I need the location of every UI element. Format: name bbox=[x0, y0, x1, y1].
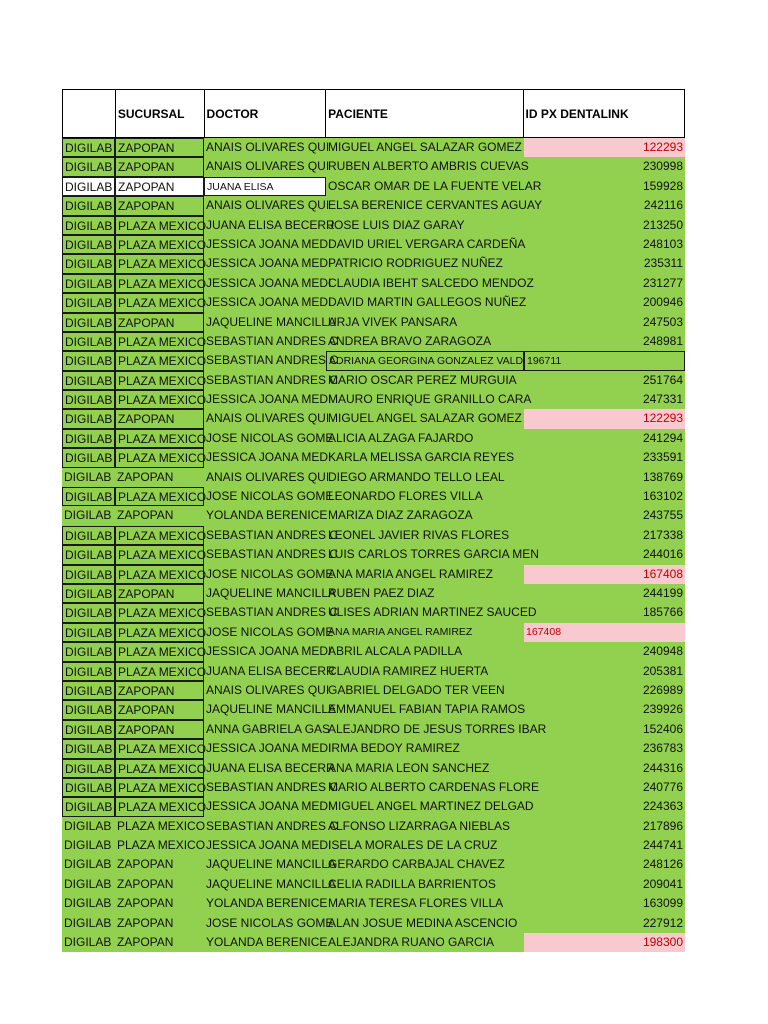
cell-id[interactable]: 248126 bbox=[642, 857, 683, 872]
cell-id[interactable]: 163102 bbox=[642, 489, 683, 504]
cell-doctor[interactable]: SEBASTIAN ANDRES C bbox=[206, 818, 339, 833]
cell-sucursal[interactable]: ZAPOPAN bbox=[115, 409, 204, 428]
table-row bbox=[62, 836, 685, 855]
cell-doctor[interactable]: ANAIS OLIVARES QUI bbox=[206, 159, 330, 174]
cell-paciente[interactable]: JOSE LUIS DIAZ GARAY bbox=[328, 217, 465, 232]
cell-paciente[interactable]: ANA MARIA ANGEL RAMIREZ bbox=[328, 625, 473, 638]
table-row bbox=[62, 506, 685, 525]
cell-paciente[interactable]: DAVID URIEL VERGARA CARDEÑA bbox=[328, 236, 526, 251]
cell-sucursal[interactable]: PLAZA MEXICO bbox=[115, 662, 204, 681]
cell-doctor[interactable]: JAQUELINE MANCILLA bbox=[206, 702, 337, 717]
table-row bbox=[62, 429, 685, 448]
cell-lab[interactable]: DIGILAB bbox=[62, 274, 115, 293]
cell-doctor[interactable]: JESSICA JOANA MEDI bbox=[206, 295, 332, 310]
cell-lab[interactable]: DIGILAB bbox=[64, 876, 112, 891]
cell-doctor[interactable]: JUANA ELISA BECERR bbox=[206, 663, 335, 678]
table-row bbox=[62, 603, 685, 622]
cell-lab[interactable]: DIGILAB bbox=[62, 371, 115, 390]
table-row bbox=[62, 739, 685, 758]
cell-lab[interactable]: DIGILAB bbox=[62, 429, 115, 448]
cell-sucursal[interactable]: PLAZA MEXICO bbox=[115, 293, 204, 312]
table-row bbox=[62, 332, 685, 351]
cell-sucursal[interactable]: PLAZA MEXICO bbox=[115, 216, 204, 235]
table-row bbox=[62, 293, 685, 312]
cell-doctor[interactable]: YOLANDA BERENICE bbox=[206, 896, 328, 911]
cell-lab[interactable]: DIGILAB bbox=[62, 778, 115, 797]
cell-paciente[interactable]: ELSA BERENICE CERVANTES AGUAY bbox=[328, 198, 543, 213]
cell-sucursal[interactable]: PLAZA MEXICO bbox=[115, 274, 204, 293]
cell-paciente[interactable]: GERARDO CARBAJAL CHAVEZ bbox=[328, 857, 505, 872]
cell-paciente[interactable]: ABRIL ALCALA PADILLA bbox=[328, 644, 463, 659]
cell-id[interactable]: 235311 bbox=[643, 256, 683, 271]
table-row bbox=[62, 875, 685, 894]
cell-id[interactable]: 163099 bbox=[642, 896, 683, 911]
cell-id[interactable]: 138769 bbox=[642, 469, 683, 484]
table-row bbox=[62, 390, 685, 409]
cell-doctor[interactable]: JOSE NICOLAS GOME bbox=[206, 624, 334, 639]
header-col-paciente[interactable]: PACIENTE bbox=[326, 90, 523, 137]
cell-doctor[interactable]: ANNA GABRIELA GAS bbox=[206, 721, 331, 736]
cell-doctor[interactable]: JAQUELINE MANCILLA bbox=[206, 876, 337, 891]
cell-doctor[interactable]: JESSICA JOANA MEDI bbox=[206, 799, 332, 814]
cell-lab[interactable]: DIGILAB bbox=[62, 603, 115, 622]
cell-sucursal[interactable]: ZAPOPAN bbox=[115, 681, 204, 700]
table-row bbox=[62, 235, 685, 254]
header-col-doctor[interactable]: DOCTOR bbox=[205, 90, 327, 137]
cell-id[interactable]: 244741 bbox=[642, 838, 683, 853]
cell-paciente[interactable]: MARIA TERESA FLORES VILLA bbox=[328, 896, 504, 911]
cell-doctor[interactable]: YOLANDA BERENICE bbox=[206, 508, 328, 523]
header-col-lab[interactable] bbox=[63, 90, 116, 137]
cell-doctor[interactable]: SEBASTIAN ANDRES C bbox=[206, 527, 339, 542]
table-row bbox=[62, 720, 685, 739]
cell-paciente[interactable]: PATRICIO RODRIGUEZ NUÑEZ bbox=[328, 256, 503, 271]
cell-paciente[interactable]: KARLA MELISSA GARCIA REYES bbox=[328, 450, 515, 465]
cell-sucursal[interactable]: ZAPOPAN bbox=[115, 196, 204, 215]
cell-lab[interactable]: DIGILAB bbox=[62, 157, 115, 176]
cell-lab[interactable]: DIGILAB bbox=[62, 235, 115, 254]
cell-doctor[interactable]: ANAIS OLIVARES QUI bbox=[206, 198, 330, 213]
cell-sucursal[interactable]: PLAZA MEXICO bbox=[115, 759, 204, 778]
table-row bbox=[62, 914, 685, 933]
cell-doctor[interactable]: ANAIS OLIVARES QUI bbox=[206, 140, 330, 154]
cell-sucursal[interactable]: ZAPOPAN bbox=[117, 896, 174, 911]
cell-sucursal[interactable]: PLAZA MEXICO bbox=[115, 371, 204, 390]
table-row bbox=[62, 351, 685, 370]
table-row bbox=[62, 855, 685, 874]
cell-sucursal[interactable]: PLAZA MEXICO bbox=[115, 448, 204, 467]
table-row bbox=[62, 274, 685, 293]
table-row bbox=[62, 933, 685, 952]
cell-paciente[interactable]: EMMANUEL FABIAN TAPIA RAMOS bbox=[328, 702, 526, 717]
cell-doctor[interactable]: JUANA ELISA bbox=[204, 177, 326, 196]
cell-doctor[interactable]: ANAIS OLIVARES QUI bbox=[206, 682, 330, 697]
cell-id[interactable]: 244016 bbox=[642, 547, 683, 562]
table-row bbox=[62, 196, 685, 215]
cell-paciente[interactable]: ALICIA ALZAGA FAJARDO bbox=[328, 430, 474, 445]
cell-sucursal[interactable]: ZAPOPAN bbox=[117, 508, 174, 523]
cell-id[interactable]: 152406 bbox=[642, 721, 683, 736]
cell-lab[interactable]: DIGILAB bbox=[62, 293, 115, 312]
cell-id[interactable]: 217338 bbox=[642, 527, 683, 542]
table-row bbox=[62, 177, 685, 196]
cell-lab[interactable]: DIGILAB bbox=[64, 818, 112, 833]
cell-paciente[interactable]: IRMA BEDOY RAMIREZ bbox=[328, 741, 460, 756]
cell-paciente[interactable]: MIGUEL ANGEL MARTINEZ DELGAD bbox=[328, 799, 534, 814]
cell-id[interactable]: 242116 bbox=[643, 198, 683, 213]
cell-paciente[interactable]: CLAUDIA IBEHT SALCEDO MENDOZ bbox=[328, 275, 534, 290]
cell-lab[interactable]: DIGILAB bbox=[62, 759, 115, 778]
cell-id[interactable]: 200946 bbox=[642, 295, 683, 310]
table-row bbox=[62, 681, 685, 700]
cell-lab[interactable]: DIGILAB bbox=[62, 196, 115, 215]
cell-paciente[interactable]: OSCAR OMAR DE LA FUENTE VELAR bbox=[328, 178, 542, 193]
cell-doctor[interactable]: JOSE NICOLAS GOME bbox=[206, 430, 334, 445]
cell-lab[interactable]: DIGILAB bbox=[62, 448, 115, 467]
cell-id[interactable]: 240948 bbox=[642, 644, 683, 659]
cell-doctor[interactable]: YOLANDA BERENICE bbox=[206, 935, 328, 950]
cell-paciente[interactable]: RUBEN ALBERTO AMBRIS CUEVAS bbox=[328, 159, 529, 174]
cell-id[interactable]: 227912 bbox=[642, 915, 683, 930]
cell-paciente[interactable]: ANDREA BRAVO ZARAGOZA bbox=[328, 333, 492, 348]
cell-doctor[interactable]: SEBASTIAN ANDRES C bbox=[206, 372, 339, 387]
cell-id[interactable]: 231277 bbox=[642, 275, 683, 290]
cell-paciente[interactable]: CELIA RADILLA BARRIENTOS bbox=[328, 876, 496, 891]
table-row bbox=[62, 817, 685, 836]
cell-doctor[interactable]: JAQUELINE MANCILLA bbox=[206, 314, 337, 329]
cell-id[interactable]: 236783 bbox=[642, 741, 683, 756]
cell-lab[interactable]: DIGILAB bbox=[62, 662, 115, 681]
cell-id[interactable]: 233591 bbox=[642, 450, 683, 465]
cell-id[interactable]: 167408 bbox=[524, 565, 685, 584]
cell-lab[interactable]: DIGILAB bbox=[62, 700, 115, 719]
cell-lab[interactable]: DIGILAB bbox=[62, 720, 115, 739]
cell-sucursal[interactable]: ZAPOPAN bbox=[117, 469, 174, 484]
table-row bbox=[62, 894, 685, 913]
cell-doctor[interactable]: SEBASTIAN ANDRES C bbox=[206, 779, 339, 794]
cell-sucursal[interactable]: PLAZA MEXICO bbox=[115, 545, 204, 564]
cell-doctor[interactable]: SEBASTIAN ANDRES C bbox=[206, 547, 339, 562]
cell-doctor[interactable]: JOSE NICOLAS GOME bbox=[206, 915, 334, 930]
cell-lab[interactable]: DIGILAB bbox=[64, 896, 112, 911]
cell-lab[interactable]: DIGILAB bbox=[62, 739, 115, 758]
cell-lab[interactable]: DIGILAB bbox=[62, 545, 115, 564]
cell-id[interactable]: 239926 bbox=[642, 702, 683, 717]
cell-sucursal[interactable]: PLAZA MEXICO bbox=[115, 623, 204, 642]
cell-id[interactable]: 247331 bbox=[642, 392, 683, 407]
cell-sucursal[interactable]: ZAPOPAN bbox=[117, 857, 174, 872]
table-body bbox=[62, 138, 685, 952]
cell-paciente[interactable]: ANA MARIA LEON SANCHEZ bbox=[328, 760, 490, 775]
cell-lab[interactable]: DIGILAB bbox=[62, 681, 115, 700]
cell-id[interactable]: 230998 bbox=[642, 159, 683, 174]
cell-doctor[interactable]: JESSICA JOANA MEDI bbox=[206, 644, 332, 659]
cell-paciente[interactable]: MIGUEL ANGEL SALAZAR GOMEZ bbox=[328, 140, 522, 154]
table-row bbox=[62, 584, 685, 603]
cell-sucursal[interactable]: PLAZA MEXICO bbox=[117, 838, 206, 853]
cell-paciente[interactable]: MIGUEL ANGEL SALAZAR GOMEZ bbox=[328, 411, 522, 426]
cell-lab[interactable]: DIGILAB bbox=[64, 915, 112, 930]
table-row bbox=[62, 662, 685, 681]
cell-id[interactable]: 196711 bbox=[524, 351, 685, 370]
cell-doctor[interactable]: JESSICA JOANA MEDI bbox=[206, 392, 332, 407]
cell-id[interactable]: 244199 bbox=[642, 585, 683, 600]
cell-lab[interactable]: DIGILAB bbox=[64, 469, 112, 484]
cell-doctor[interactable]: JAQUELINE MANCILLA bbox=[206, 585, 337, 600]
cell-lab[interactable]: DIGILAB bbox=[64, 508, 112, 523]
table-row bbox=[62, 700, 685, 719]
cell-lab[interactable]: DIGILAB bbox=[62, 177, 115, 196]
cell-sucursal[interactable]: PLAZA MEXICO bbox=[115, 332, 204, 351]
header-col-sucursal[interactable]: SUCURSAL bbox=[116, 90, 205, 137]
cell-sucursal[interactable]: ZAPOPAN bbox=[115, 157, 204, 176]
cell-id[interactable]: 217896 bbox=[642, 818, 683, 833]
cell-sucursal[interactable]: PLAZA MEXICO bbox=[115, 565, 204, 584]
cell-paciente[interactable]: ALAN JOSUE MEDINA ASCENCIO bbox=[328, 915, 518, 930]
table-row bbox=[62, 759, 685, 778]
cell-sucursal[interactable]: PLAZA MEXICO bbox=[115, 739, 204, 758]
cell-sucursal[interactable]: PLAZA MEXICO bbox=[115, 642, 204, 661]
cell-id[interactable]: 240776 bbox=[642, 779, 683, 794]
cell-lab[interactable]: DIGILAB bbox=[62, 351, 115, 370]
spreadsheet bbox=[62, 89, 685, 952]
cell-id[interactable]: 224363 bbox=[642, 799, 683, 814]
header-col-id[interactable]: ID PX DENTALINK bbox=[525, 106, 629, 121]
cell-id[interactable]: 205381 bbox=[642, 663, 683, 678]
cell-id[interactable]: 122293 bbox=[524, 138, 685, 157]
table-row bbox=[62, 157, 685, 176]
cell-id[interactable]: 247503 bbox=[642, 314, 683, 329]
table-row bbox=[62, 565, 685, 584]
cell-sucursal[interactable]: ZAPOPAN bbox=[115, 138, 204, 157]
table-row bbox=[62, 254, 685, 273]
cell-lab[interactable]: DIGILAB bbox=[62, 642, 115, 661]
cell-paciente[interactable]: DAVID MARTIN GALLEGOS NUÑEZ bbox=[328, 295, 527, 310]
cell-paciente[interactable]: GABRIEL DELGADO TER VEEN bbox=[328, 682, 505, 697]
cell-id[interactable]: 185766 bbox=[642, 605, 683, 620]
cell-sucursal[interactable]: ZAPOPAN bbox=[115, 584, 204, 603]
cell-sucursal[interactable]: PLAZA MEXICO bbox=[117, 818, 206, 833]
table-row bbox=[62, 487, 685, 506]
table-row bbox=[62, 371, 685, 390]
table-row bbox=[62, 409, 685, 428]
cell-sucursal[interactable]: PLAZA MEXICO bbox=[115, 254, 204, 273]
cell-doctor[interactable]: ANAIS OLIVARES QUI bbox=[206, 411, 330, 426]
cell-id[interactable]: 167408 bbox=[524, 623, 685, 642]
cell-id[interactable]: 213250 bbox=[642, 217, 683, 232]
cell-lab[interactable]: DIGILAB bbox=[62, 216, 115, 235]
cell-sucursal[interactable]: PLAZA MEXICO bbox=[115, 797, 204, 816]
cell-doctor[interactable]: JESSICA JOANA MEDI bbox=[206, 741, 332, 756]
table-row bbox=[62, 468, 685, 487]
cell-doctor[interactable]: JAQUELINE MANCILLA bbox=[206, 857, 337, 872]
cell-lab[interactable]: DIGILAB bbox=[64, 935, 112, 950]
cell-doctor[interactable]: JESSICA JOANA MEDI bbox=[206, 236, 332, 251]
cell-paciente[interactable]: LUIS CARLOS TORRES GARCIA MEN bbox=[328, 547, 539, 562]
cell-sucursal[interactable]: ZAPOPAN bbox=[115, 177, 204, 196]
cell-doctor[interactable]: JUANA ELISA BECERR bbox=[206, 760, 335, 775]
cell-id[interactable]: 122293 bbox=[524, 409, 685, 428]
cell-doctor[interactable]: JESSICA JOANA MEDI bbox=[206, 256, 332, 271]
cell-doctor[interactable]: JESSICA JOANA MEDI bbox=[206, 275, 332, 290]
cell-sucursal[interactable]: ZAPOPAN bbox=[115, 720, 204, 739]
cell-sucursal[interactable]: PLAZA MEXICO bbox=[115, 526, 204, 545]
cell-paciente[interactable]: ULISES ADRIAN MARTINEZ SAUCED bbox=[328, 605, 537, 620]
cell-sucursal[interactable]: ZAPOPAN bbox=[117, 915, 174, 930]
cell-paciente[interactable]: ALEJANDRA RUANO GARCIA bbox=[328, 935, 495, 950]
cell-lab[interactable]: DIGILAB bbox=[62, 313, 115, 332]
table-row bbox=[62, 797, 685, 816]
cell-lab[interactable]: DIGILAB bbox=[62, 526, 115, 545]
cell-doctor[interactable]: JESSICA JOANA MEDI bbox=[206, 450, 332, 465]
table-row bbox=[62, 545, 685, 564]
cell-id[interactable]: 248103 bbox=[642, 236, 683, 251]
cell-paciente[interactable]: MARIO ALBERTO CARDENAS FLORE bbox=[328, 779, 539, 794]
cell-paciente[interactable]: ANA MARIA ANGEL RAMIREZ bbox=[328, 566, 493, 581]
table-row bbox=[62, 526, 685, 545]
cell-doctor[interactable]: SEBASTIAN ANDRES C bbox=[206, 353, 339, 368]
cell-sucursal[interactable]: PLAZA MEXICO bbox=[115, 778, 204, 797]
cell-paciente[interactable]: MARIZA DIAZ ZARAGOZA bbox=[328, 508, 473, 523]
cell-sucursal[interactable]: ZAPOPAN bbox=[115, 313, 204, 332]
cell-id[interactable]: 241294 bbox=[642, 430, 683, 445]
table-row bbox=[62, 448, 685, 467]
cell-id[interactable]: 251764 bbox=[642, 372, 683, 387]
header-row bbox=[62, 89, 685, 138]
table-row bbox=[62, 138, 685, 157]
cell-sucursal[interactable]: PLAZA MEXICO bbox=[115, 390, 204, 409]
cell-sucursal[interactable]: PLAZA MEXICO bbox=[115, 487, 204, 506]
cell-paciente[interactable]: URJA VIVEK PANSARA bbox=[328, 314, 458, 329]
cell-paciente[interactable]: MAURO ENRIQUE GRANILLO CARA bbox=[328, 392, 532, 407]
cell-doctor[interactable]: JESSICA JOANA MEDI bbox=[206, 838, 332, 853]
cell-lab[interactable]: DIGILAB bbox=[64, 838, 112, 853]
cell-paciente[interactable]: RUBEN PAEZ DIAZ bbox=[328, 585, 435, 600]
cell-sucursal[interactable]: ZAPOPAN bbox=[115, 700, 204, 719]
cell-doctor[interactable]: JUANA ELISA BECERR bbox=[206, 217, 335, 232]
cell-id[interactable]: 198300 bbox=[524, 933, 685, 952]
table-row bbox=[62, 216, 685, 235]
cell-doctor[interactable]: SEBASTIAN ANDRES C bbox=[206, 333, 339, 348]
cell-sucursal[interactable]: PLAZA MEXICO bbox=[115, 235, 204, 254]
cell-lab[interactable]: DIGILAB bbox=[64, 857, 112, 872]
cell-lab[interactable]: DIGILAB bbox=[62, 390, 115, 409]
cell-doctor[interactable]: SEBASTIAN ANDRES C bbox=[206, 605, 339, 620]
cell-lab[interactable]: DIGILAB bbox=[62, 584, 115, 603]
cell-id[interactable]: 244316 bbox=[642, 760, 683, 775]
cell-lab[interactable]: DIGILAB bbox=[62, 797, 115, 816]
table-row bbox=[62, 313, 685, 332]
cell-sucursal[interactable]: ZAPOPAN bbox=[117, 876, 174, 891]
cell-paciente[interactable]: ALFONSO LIZARRAGA NIEBLAS bbox=[328, 818, 511, 833]
cell-doctor[interactable]: JOSE NICOLAS GOME bbox=[206, 489, 334, 504]
cell-lab[interactable]: DIGILAB bbox=[62, 332, 115, 351]
cell-lab[interactable]: DIGILAB bbox=[62, 409, 115, 428]
cell-doctor[interactable]: ANAIS OLIVARES QUI bbox=[206, 469, 330, 484]
cell-paciente[interactable]: LEONEL JAVIER RIVAS FLORES bbox=[328, 527, 510, 542]
cell-lab[interactable]: DIGILAB bbox=[62, 623, 115, 642]
cell-sucursal[interactable]: ZAPOPAN bbox=[117, 935, 174, 950]
cell-paciente[interactable]: ADRIANA GEORGINA GONZALEZ VALD bbox=[326, 351, 524, 370]
cell-doctor[interactable]: JOSE NICOLAS GOME bbox=[206, 566, 334, 581]
cell-lab[interactable]: DIGILAB bbox=[62, 254, 115, 273]
cell-lab[interactable]: DIGILAB bbox=[62, 138, 115, 157]
cell-id[interactable]: 248981 bbox=[642, 333, 683, 348]
cell-paciente[interactable]: ALEJANDRO DE JESUS TORRES IBAR bbox=[328, 721, 547, 736]
cell-id[interactable]: 209041 bbox=[642, 876, 683, 891]
cell-lab[interactable]: DIGILAB bbox=[62, 565, 115, 584]
cell-id[interactable]: 226989 bbox=[642, 682, 683, 697]
cell-id[interactable]: 243755 bbox=[642, 508, 683, 523]
cell-sucursal[interactable]: PLAZA MEXICO bbox=[115, 351, 204, 370]
table-row bbox=[62, 642, 685, 661]
cell-paciente[interactable]: LEONARDO FLORES VILLA bbox=[328, 489, 483, 504]
cell-paciente[interactable]: MARIO OSCAR PEREZ MURGUIA bbox=[328, 372, 517, 387]
cell-sucursal[interactable]: PLAZA MEXICO bbox=[115, 429, 204, 448]
cell-lab[interactable]: DIGILAB bbox=[62, 487, 115, 506]
cell-paciente[interactable]: DIEGO ARMANDO TELLO LEAL bbox=[328, 469, 505, 484]
cell-paciente[interactable]: CLAUDIA RAMIREZ HUERTA bbox=[328, 663, 489, 678]
cell-id[interactable]: 159928 bbox=[642, 178, 683, 193]
cell-paciente[interactable]: ISELA MORALES DE LA CRUZ bbox=[328, 838, 498, 853]
table-row bbox=[62, 778, 685, 797]
table-row bbox=[62, 623, 685, 642]
cell-sucursal[interactable]: PLAZA MEXICO bbox=[115, 603, 204, 622]
